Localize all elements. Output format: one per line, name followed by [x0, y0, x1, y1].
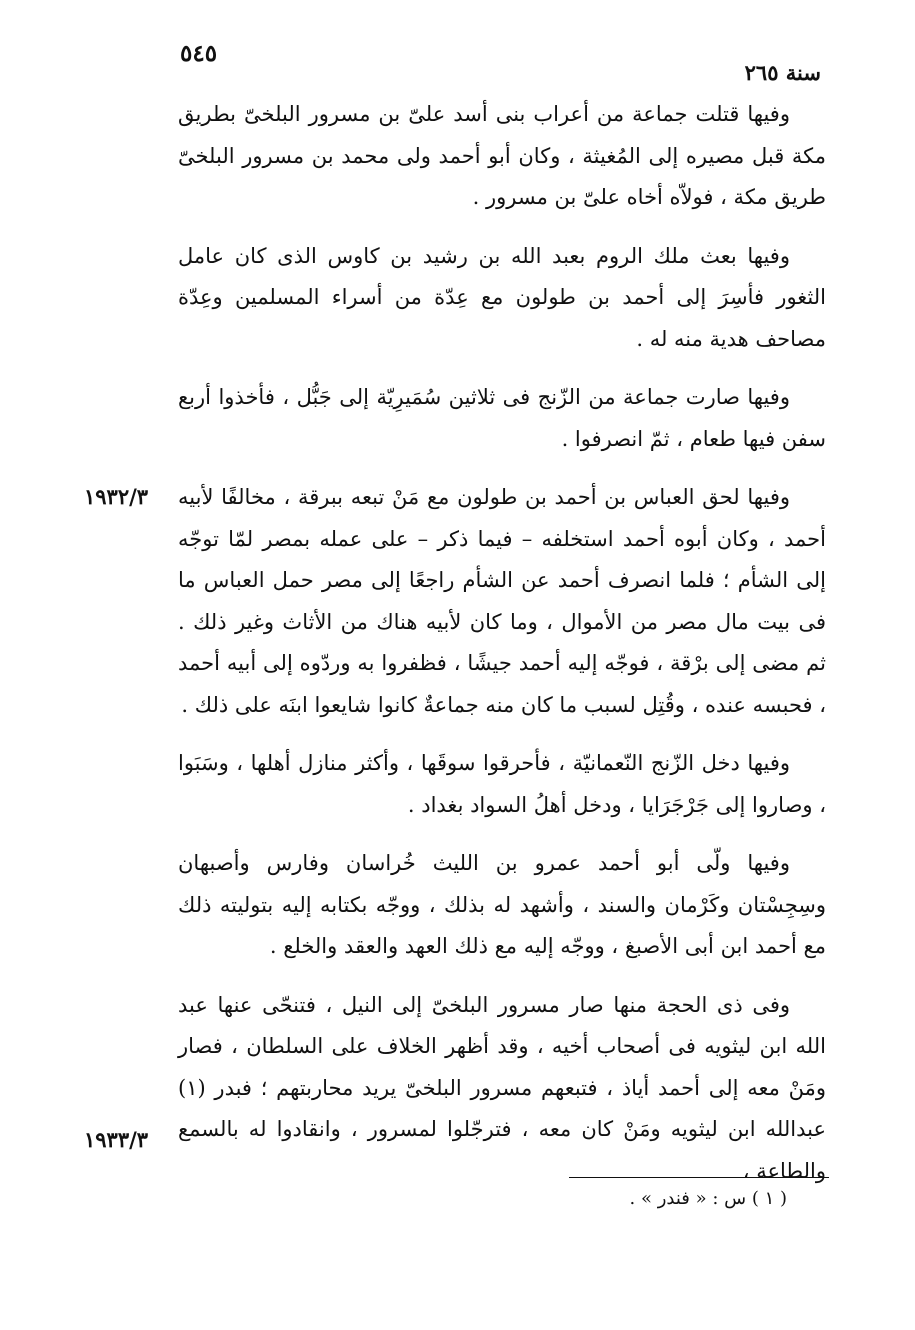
paragraph-3: وفيها صارت جماعة من الزّنج فى ثلاثين سُمَيرِيّة إلى جَبُّل ، فأخذوا أربع سفن فيها طعام ، ثمّ انصرفوا .	[178, 385, 826, 451]
body-text	[178, 94, 826, 1209]
paragraph-2: وفيها بعث ملك الروم بعبد الله بن رشيد بن كاوس الذى كان عامل الثغور فأسِرَ إلى أحمد بن طولون مع عِدّة من أسراء المسلمين وعِدّة مصاحف هدية منه له .	[178, 243, 826, 351]
running-head: سنة ٢٦٥	[744, 60, 821, 85]
paragraph-5: وفيها دخل الزّنج النّعمانيّة ، فأحرقوا سوقَها ، وأكثر منازل أهلها ، وسَبَوا ، وصاروا إلى جَرْجَرَايا ، ودخل أهلُ السواد بغداد .	[178, 751, 826, 817]
margin-note-2: ١٩٣٣/٣	[84, 1127, 149, 1152]
paragraph-1: وفيها قتلت جماعة من أعراب بنى أسد علىّ بن مسرور البلخىّ بطريق مكة قبل مصيره إلى المُغيثة ، وكان أبو أحمد ولى محمد بن مسرور البلخىّ طريق مكة ، فولاّه أخاه علىّ بن مسرور .	[178, 102, 826, 209]
paragraph-6: وفيها ولّى أبو أحمد عمرو بن الليث خُراسان وفارس وأصبهان وسِجِسْتان وكَرْمان والسند ، وأشهد له بذلك ، ووجّه بكتابه إليه بتوليته ذلك مع أحمد ابن أبى الأصبغ ، ووجّه إليه مع ذلك العهد والعقد والخلع .	[178, 851, 826, 958]
margin-note-1: ١٩٣٢/٣	[84, 484, 149, 509]
paragraph-7: وفى ذى الحجة منها صار مسرور البلخىّ إلى النيل ، فتنحّى عنها عبد الله ابن ليثويه فى أصحاب أخيه ، وقد أظهر الخلاف على السلطان ، فصار ومَنْ معه إلى أحمد أياذ ، فتبعهم مسرور البلخىّ يريد محاربتهم ؛ فبدر (١) عبدالله ابن ليثويه ومَنْ كان معه ، فترجّلوا لمسرور ، وانقادوا له بالسمع والطاعة ،	[178, 992, 826, 1183]
footnote-rule	[569, 1177, 829, 1178]
page-number: ٥٤٥	[180, 40, 218, 67]
paragraph-4: وفيها لحق العباس بن أحمد بن طولون مع مَنْ تبعه ببرقة ، مخالفًا لأبيه أحمد ، وكان أبوه أحمد استخلفه – فيما ذكر – على عمله بمصر لمّا توجّه إلى الشأم ؛ فلما انصرف أحمد عن الشأم راجعًا إلى مصر حمل العباس ما فى بيت مال مصر من الأموال ، وما كان لأبيه هناك من الأثاث وغير ذلك . ثم مضى إلى برْقة ، فوجّه إليه أحمد جيشًا ، فظفروا به وردّوه إلى أبيه أحمد ، فحبسه عنده ، وقُتِل لسبب ما كان منه جماعةٌ كانوا شايعوا ابنَه على ذلك .	[178, 485, 826, 717]
footnote: ( ١ ) س : « فندر » .	[629, 1188, 787, 1209]
